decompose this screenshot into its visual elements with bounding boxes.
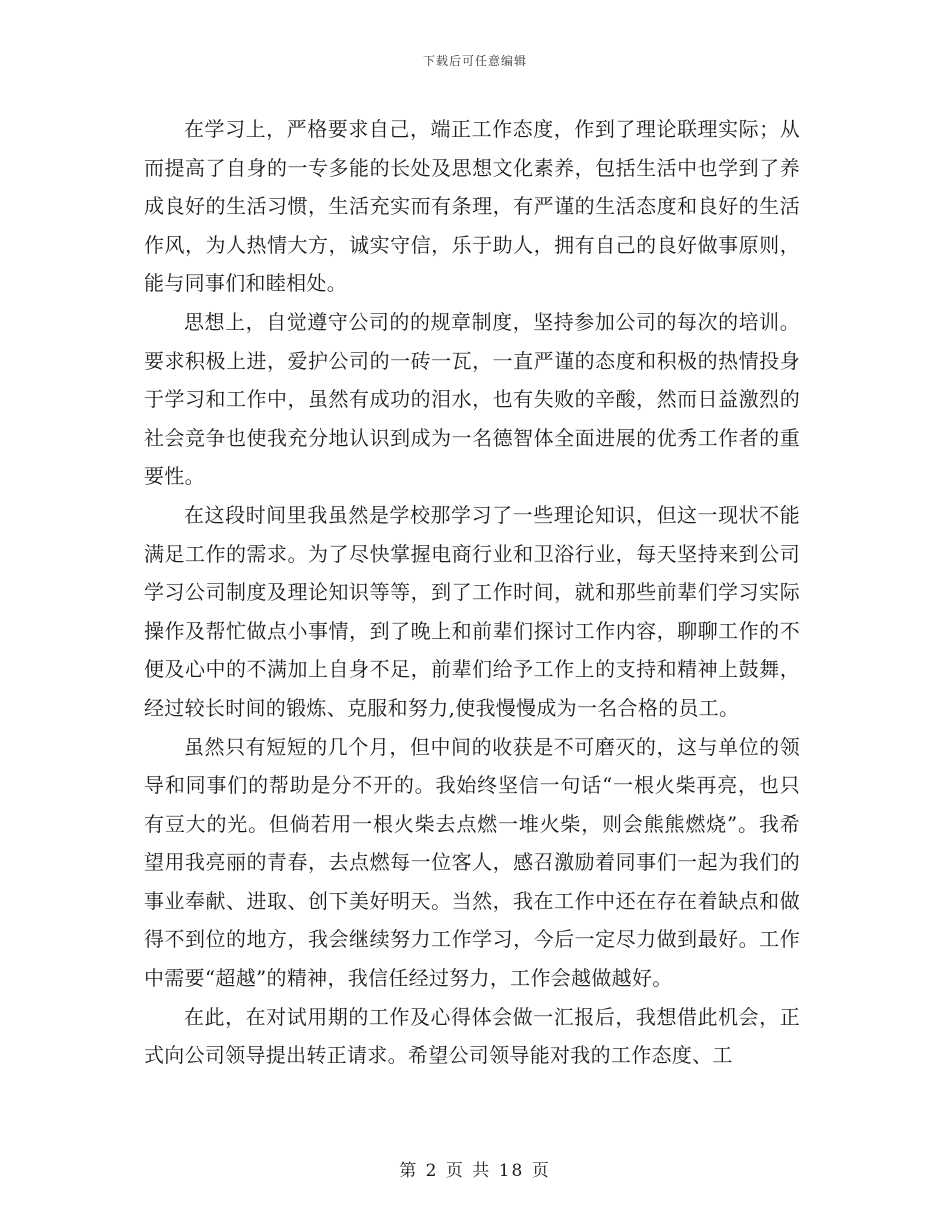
paragraph-harvest: 虽然只有短短的几个月，但中间的收获是不可磨灭的，这与单位的领导和同事们的帮助是分不开的。我始终坚信一句话“一根火柴再亮，也只有豆大的光。但倘若用一根火柴去点燃一堆火柴，则会熊熊燃烧”。我希望用我亮丽的青春，去点燃每一位客人，感召激励着同事们一起为我们的事业奉献、进取、创下美好明天。当然，我在工作中还在存在着缺点和做得不到位的地方，我会继续努力工作学习，今后一定尽力做到最好。工作中需要“超越”的精神，我信任经过努力，工作会越做越好。 (144, 734, 800, 991)
page-header-note: 下载后可任意编辑 (422, 54, 527, 68)
paragraph-study: 在学习上，严格要求自己，端正工作态度，作到了理论联理实际；从而提高了自身的一专多能的长处及思想文化素养，包括生活中也学到了养成良好的生活习惯，生活充实而有条理，有严谨的生活态度和良好的生活作风，为人热情大方，诚实守信，乐于助人，拥有自己的良好做事原则，能与同事们和睦相处。 (144, 117, 800, 296)
page-number-footer: 第 2 页 共 18 页 (399, 1161, 551, 1181)
document-body (144, 110, 800, 1075)
paragraph-thought: 思想上，自觉遵守公司的的规章制度，坚持参加公司的每次的培训。要求积极上进，爱护公司的一砖一瓦，一直严谨的态度和积极的热情投身于学习和工作中，虽然有成功的泪水，也有失败的辛酸，然而日益激烈的社会竞争也使我充分地认识到成为一名德智体全面进展的优秀工作者的重要性。 (144, 309, 800, 489)
paragraph-learning-period: 在这段时间里我虽然是学校那学习了一些理论知识，但这一现状不能满足工作的需求。为了尽快掌握电商行业和卫浴行业，每天坚持来到公司学习公司制度及理论知识等等，到了工作时间，就和那些前辈们学习实际操作及帮忙做点小事情，到了晚上和前辈们探讨工作内容，聊聊工作的不便及心中的不满加上自身不足，前辈们给予工作上的支持和精神上鼓舞，经过较长时间的锻炼、克服和努力,使我慢慢成为一名合格的员工。 (144, 502, 800, 720)
paragraph-request: 在此，在对试用期的工作及心得体会做一汇报后，我想借此机会，正式向公司领导提出转正请求。希望公司领导能对我的工作态度、工 (144, 1004, 800, 1068)
